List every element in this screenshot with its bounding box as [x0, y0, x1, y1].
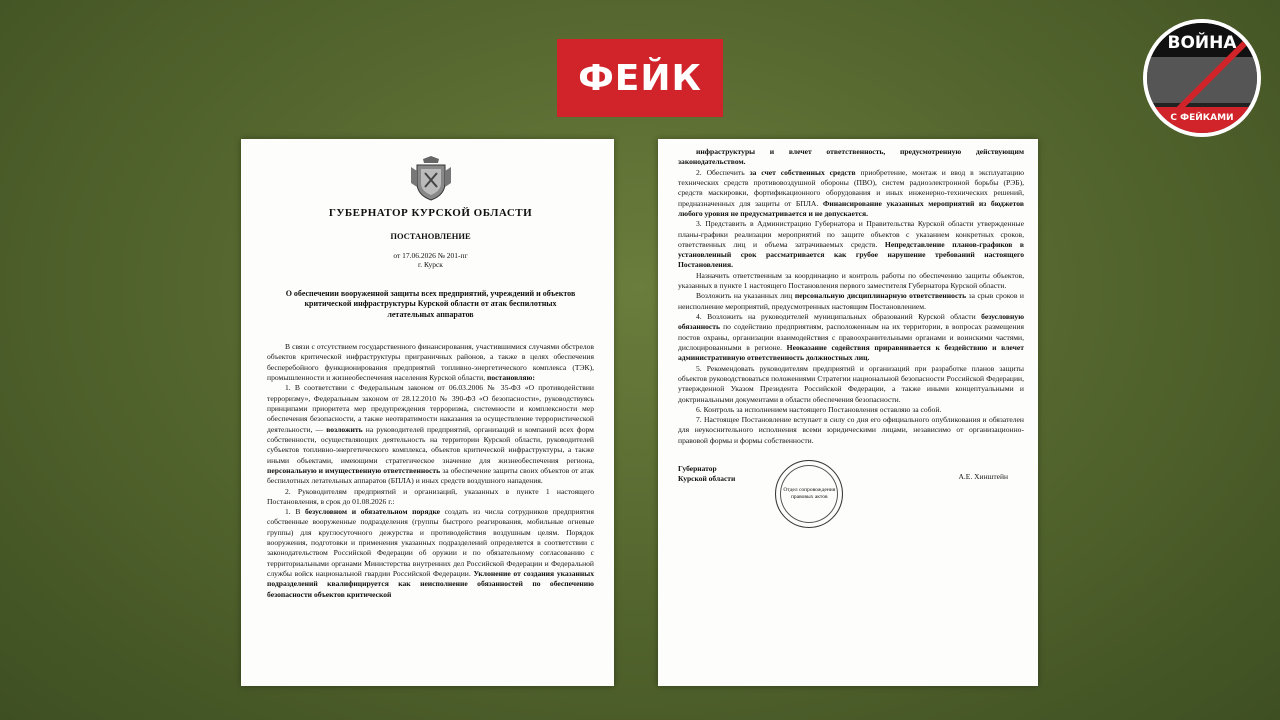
signature-block: [678, 464, 1024, 528]
paragraph: 6. Контроль за исполнением настоящего Постановления оставляю за собой.: [696, 404, 942, 414]
paragraph: 4. Возложить на руководителей муниципальных образований Курской области безусловную обязанность по содействию предприятиям, расположенным на их территории, в вопросах размещения постов охраны, организации взаимодействия с правоохранительными органами и воинскими частями, дислоцированными в регионе. Неоказание содействия приравнивается к бездействию и влечет административную ответственность должностных лиц.: [678, 312, 1025, 363]
paragraph: 3. Представить в Администрацию Губернатора и Правительства Курской области утвержденные планы-графики реализации мероприятий по защите объектов с указанием конкретных сроков, ответственных лиц и объема затрачиваемых средств. Непредставление планов-графиков в установленный срок рассматривается как грубое нарушение требований настоящего Постановления.: [678, 219, 1024, 270]
official-stamp: Отдел сопровождения правовых актов: [775, 460, 843, 528]
signatory-name: А.Е. Хинштейн: [958, 472, 1008, 482]
document-page-2: [658, 139, 1038, 686]
paragraph: 2. Руководителям предприятий и организаций, указанных в пункте 1 настоящего Постановления, в срок до 01.08.2026 г.:: [267, 486, 594, 506]
paragraph: В связи с отсутствием государственного финансирования, участившимися случаями обстрелов объектов критической инфраструктуры приграничных районов, а также в целях обеспечения бесперебойного функционирования предприятий топливно-энергетического комплекса (ТЭК), промышленности и жизнеобеспечения населения Курской области, постановляю:: [267, 342, 594, 383]
document-date: от 17.06.2026 № 201-пг: [393, 251, 468, 260]
fake-badge: ФЕЙК: [557, 39, 723, 117]
governor-title: ГУБЕРНАТОР КУРСКОЙ ОБЛАСТИ: [328, 207, 533, 219]
paragraph: 1. В соответствии с Федеральным законом от 06.03.2006 № 35-ФЗ «О противодействии терроризму», Федеральным законом от 28.12.2010 № 390-ФЗ «О безопасности», руководствуясь принципами приоритета мер предупреждения терроризма, системности и комплексности мер обеспечения безопасности, а также неотвратимости наказания за осуществление террористической деятельности, — возложить на руководителей предприятий, организаций и компаний всех форм собственности, осуществляющих деятельность на территории Курской области, руководителей субъектов топливно-энергетического комплекса, объектов критической инфраструктуры, а также иными объектами, имеющими стратегическое значение для жизнеобеспечения региона, персональную и имущественную ответственность за обеспечение защиты своих объектов от атак беспилотных летательных аппаратов (БПЛА) и иных средств воздушного нападения.: [267, 383, 595, 486]
paragraph: 5. Рекомендовать руководителям предприятий и организаций при разработке планов защиты объектов руководствоваться положениями Стратегии национальной безопасности Российской Федерации, утвержденной Указом Президента Российской Федерации, а также иными концептуальными и доктринальными документами в области обеспечения безопасности.: [678, 363, 1024, 404]
channel-logo: [1143, 19, 1261, 137]
paragraph: 2. Обеспечить за счет собственных средств приобретение, монтаж и ввод в эксплуатацию технических средств противовоздушной обороны (ПВО), систем радиоэлектронной борьбы (РЭБ), средств маскировки, фортификационного оборудования и иных инженерно-технических решений, предназначенных для защиты от БПЛА. Финансирование указанных мероприятий из бюджетов любого уровня не предусматривается и не допускается.: [678, 167, 1025, 218]
paragraph: инфраструктуры и влечет ответственность, предусмотренную действующим законодательством.: [678, 147, 1024, 167]
paragraph: Назначить ответственным за координацию и контроль работы по обеспечению защиты объектов, указанных в пункте 1 настоящего Постановления первого заместителя Губернатора Курской области.: [678, 270, 1024, 291]
document-type: ПОСТАНОВЛЕНИЕ: [390, 231, 471, 241]
signatory-title: Губернатор Курской области: [678, 464, 736, 484]
logo-title: ВОЙНА: [1147, 23, 1257, 57]
coat-of-arms-icon: [409, 155, 453, 201]
paragraph: 1. В безусловном и обязательном порядке создать из числа сотрудников предприятия собственные вооруженные подразделения (группы быстрого реагирования, мобильные огневые группы) для круглосуточного дежурства и противодействия воздушным целям. Порядок вооружения, подготовки и применения указанных подразделений определяется в соответствии с законодательством Российской Федерации об оружии и по обязательному согласованию с территориальными органами Министерства внутренних дел Российской Федерации и Федеральной службы войск национальной гвардии Российской Федерации. Уклонение от создания указанных подразделений квалифицируется как неисполнение обязанностей по обеспечению безопасности объектов критической: [267, 507, 594, 599]
logo-caption: С ФЕЙКАМИ: [1147, 107, 1257, 133]
paragraph: 7. Настоящее Постановление вступает в силу со дня его официального опубликования и обязателен для неукоснительного исполнения всеми юридическими лицами, независимо от организационно-правовой формы и формы собственности.: [678, 415, 1024, 445]
document-city: г. Курск: [418, 260, 443, 269]
document-page-1: [241, 139, 614, 686]
paragraph: Возложить на указанных лиц персональную дисциплинарную ответственность за срыв сроков и неисполнение мероприятий, предусмотренных настоящим Постановлением.: [678, 291, 1024, 311]
document-subject: О обеспечении вооруженной защиты всех предприятий, учреждений и объектов критической инфраструктуры Курской области от атак беспилотных летательных аппаратов: [285, 289, 576, 319]
